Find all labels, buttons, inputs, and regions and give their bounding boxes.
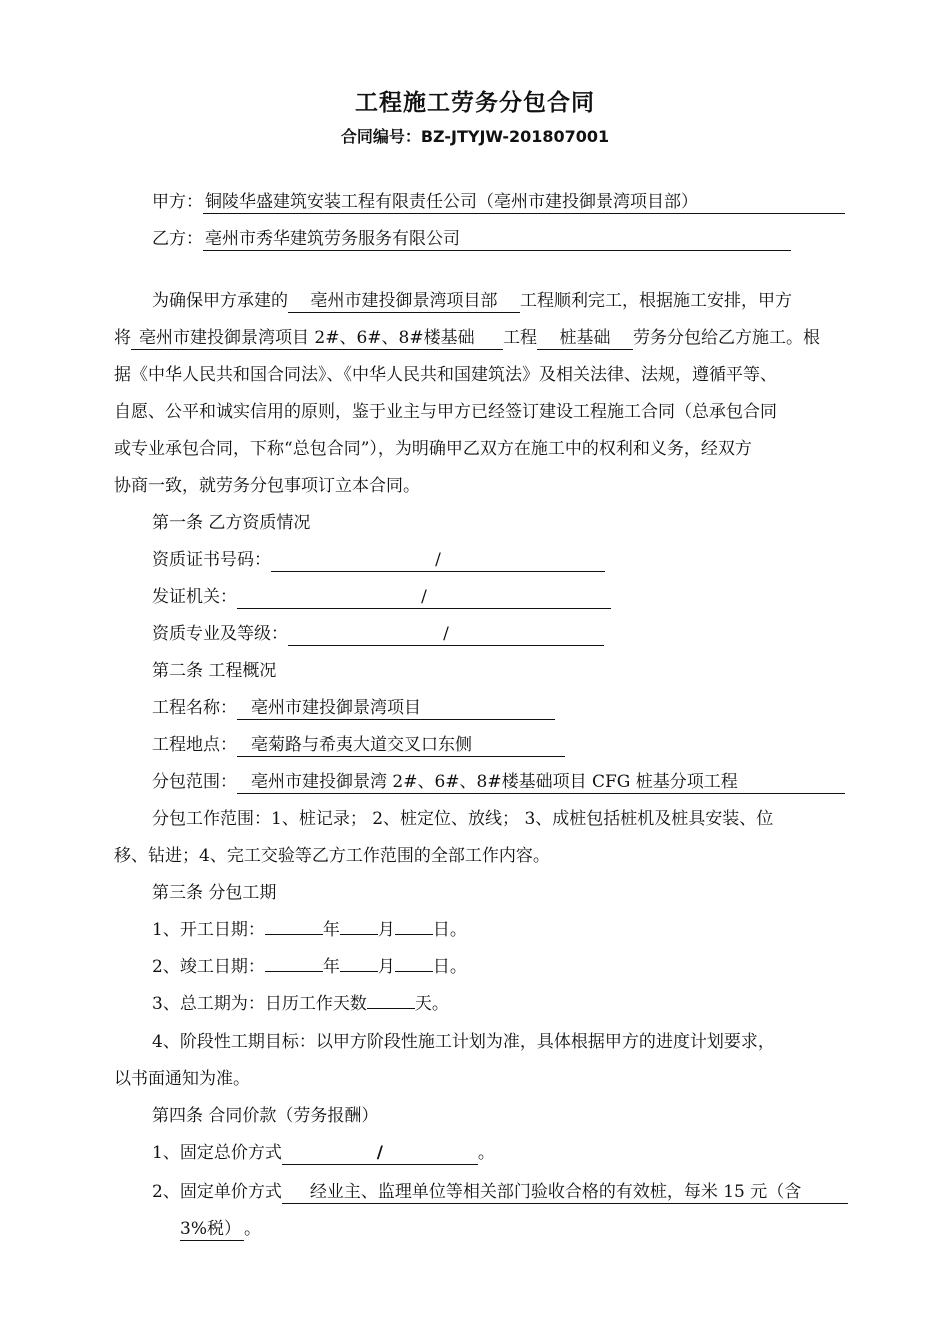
project-location-label: 工程地点：	[152, 735, 237, 755]
fixed-unit-line-2	[180, 1217, 261, 1241]
subcontract-scope-line	[152, 770, 845, 794]
cert-number-field: /	[271, 549, 605, 572]
fixed-total-line	[152, 1141, 495, 1165]
project-location-line	[152, 733, 565, 757]
contract-title: 工程施工劳务分包合同	[355, 90, 595, 116]
article-1-heading: 第一条 乙方资质情况	[152, 513, 311, 533]
article-2-heading: 第二条 工程概况	[152, 661, 277, 681]
subcontract-scope-field: 亳州市建投御景湾 2#、6#、8#楼基础项目 CFG 桩基分项工程	[237, 771, 845, 794]
intro-line-1	[152, 289, 792, 313]
intro-text: 工程顺利完工，根据施工安排，甲方	[520, 291, 792, 311]
total-duration-line	[152, 992, 449, 1016]
project-name-line	[152, 696, 555, 720]
day-label: 日。	[432, 957, 467, 977]
finish-date-label: 2、竣工日期：	[152, 957, 265, 977]
cert-number-label: 资质证书号码：	[152, 550, 271, 570]
start-month-field	[340, 934, 378, 935]
year-label: 年	[322, 957, 340, 977]
days-unit: 天。	[414, 994, 449, 1014]
party-a-line	[152, 190, 845, 214]
month-label: 月	[377, 920, 395, 940]
intro-line-3: 据《中华人民共和国合同法》、《中华人民共和国建筑法》及相关法律、法规，遵循平等、	[114, 365, 777, 385]
intro-line-4: 自愿、公平和诚实信用的原则，鉴于业主与甲方已经签订建设工程施工合同（总承包合同	[114, 402, 777, 422]
contract-number: 合同编号：BZ-JTYJW-201807001	[340, 127, 610, 146]
party-b-line	[152, 227, 791, 251]
cert-number-line	[152, 548, 605, 572]
intro-text: 为确保甲方承建的	[152, 291, 288, 311]
fixed-unit-line	[152, 1180, 848, 1204]
milestone-line-2: 以书面通知为准。	[114, 1069, 250, 1089]
fixed-unit-field: 经业主、监理单位等相关部门验收合格的有效桩，每米 15 元（含	[282, 1181, 848, 1204]
grade-label: 资质专业及等级：	[152, 624, 288, 644]
start-year-field	[265, 934, 323, 935]
work-item-field: 桩基础	[537, 327, 633, 350]
party-b-value: 亳州市秀华建筑劳务服务有限公司	[203, 228, 791, 251]
finish-day-field	[395, 971, 433, 972]
month-label: 月	[377, 957, 395, 977]
issuer-field: /	[237, 586, 611, 609]
party-a-label: 甲方：	[152, 192, 203, 212]
article-4-heading: 第四条 合同价款（劳务报酬）	[152, 1106, 379, 1126]
finish-month-field	[340, 971, 378, 972]
project-name-field: 亳州市建投御景湾项目	[237, 697, 555, 720]
fixed-total-label: 1、固定总价方式	[152, 1143, 282, 1163]
milestone-line-1: 4、阶段性工期目标：以甲方阶段性施工计划为准，具体根据甲方的进度计划要求，	[152, 1032, 775, 1052]
issuer-label: 发证机关：	[152, 587, 237, 607]
work-scope-line-2: 移、钻进；4、完工交验等乙方工作范围的全部工作内容。	[114, 846, 550, 866]
start-date-line	[152, 918, 467, 942]
fixed-total-field: /	[282, 1142, 478, 1165]
start-day-field	[395, 934, 433, 935]
finish-year-field	[265, 971, 323, 972]
subcontract-scope-label: 分包范围：	[152, 772, 237, 792]
fixed-unit-label: 2、固定单价方式	[152, 1182, 282, 1202]
grade-line	[152, 622, 604, 646]
fixed-unit-field-cont: 3%税）	[180, 1218, 244, 1241]
start-date-label: 1、开工日期：	[152, 920, 265, 940]
project-scope-field: 亳州市建投御景湾项目 2#、6#、8#楼基础	[131, 327, 503, 350]
project-dept-field: 亳州市建投御景湾项目部	[288, 290, 520, 313]
party-a-value: 铜陵华盛建筑安装工程有限责任公司（亳州市建投御景湾项目部）	[203, 191, 845, 214]
year-label: 年	[322, 920, 340, 940]
work-scope-line-1: 分包工作范围：1、桩记录； 2、桩定位、放线； 3、成桩包括桩机及桩具安装、位	[152, 809, 774, 829]
issuer-line	[152, 585, 611, 609]
intro-line-2	[114, 326, 820, 350]
day-label: 日。	[432, 920, 467, 940]
fixed-unit-end: 。	[244, 1219, 261, 1239]
party-b-label: 乙方：	[152, 229, 203, 249]
intro-line-5: 或专业承包合同，下称“总包合同”），为明确甲乙双方在施工中的权利和义务，经双方	[114, 439, 752, 459]
intro-text: 劳务分包给乙方施工。根	[633, 328, 820, 348]
fixed-total-end: 。	[477, 1143, 495, 1163]
intro-line-6: 协商一致，就劳务分包事项订立本合同。	[114, 476, 420, 496]
project-location-field: 亳菊路与希夷大道交叉口东侧	[237, 734, 565, 757]
intro-text: 将	[114, 328, 131, 348]
total-duration-label: 3、总工期为：日历工作天数	[152, 994, 367, 1014]
article-3-heading: 第三条 分包工期	[152, 883, 277, 903]
grade-field: /	[288, 623, 604, 646]
total-days-field	[367, 1008, 415, 1009]
project-name-label: 工程名称：	[152, 698, 237, 718]
finish-date-line	[152, 955, 467, 979]
intro-text: 工程	[503, 328, 537, 348]
